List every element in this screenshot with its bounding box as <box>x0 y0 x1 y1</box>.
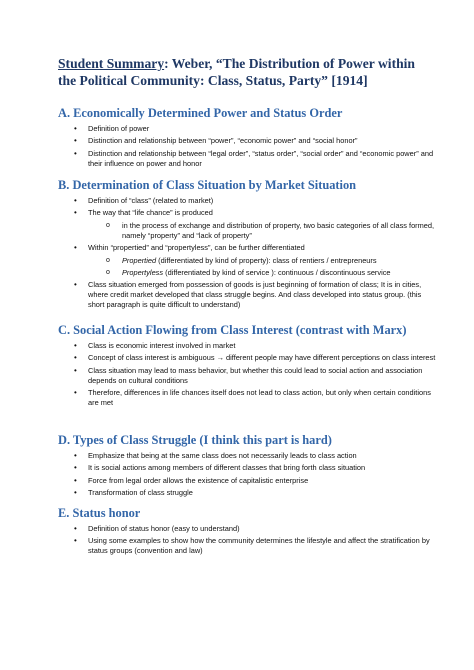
section-d <box>58 432 438 501</box>
section-list <box>58 524 438 556</box>
section-list <box>58 341 438 408</box>
document-title <box>58 55 430 89</box>
section-heading: C. Social Action Flowing from Class Interest (contrast with Marx) <box>58 323 407 337</box>
list-item: • Concept of class interest is ambiguous → different people may have different perceptions on class interest <box>58 353 438 363</box>
list-item: • Class is economic interest involved in market <box>58 341 438 351</box>
list-item: • The way that “life chance” is produced <box>58 208 438 218</box>
list-item: • Transformation of class struggle <box>58 488 438 498</box>
section-a <box>58 105 438 171</box>
section-e <box>58 505 438 559</box>
list-item: • Emphasize that being at the same class does not necessarily leads to class action <box>58 451 438 461</box>
section-list <box>58 124 438 169</box>
list-item: • Therefore, differences in life chances itself does not lead to class action, but only when certain conditions are met <box>58 388 438 408</box>
title-rest: : Weber, “The Distribution of Power within the Political Community: Class, Status, Party” [1914] <box>58 56 415 88</box>
list-item: • Using some examples to show how the community determines the lifestyle and affect the stratification by status groups (convention and law) <box>58 536 438 556</box>
sub-list-item <box>58 256 438 266</box>
section-b <box>58 177 438 313</box>
list-item: • Definition of “class” (related to market) <box>58 196 438 206</box>
list-item: • Class situation may lead to mass behavior, but whether this could lead to social action and association depends on cultural conditions <box>58 366 438 386</box>
section-heading: A. Economically Determined Power and Status Order <box>58 106 343 120</box>
list-item: • Within “propertied” and “propertyless”, can be further differentiated <box>58 243 438 253</box>
sub-list-item <box>58 268 438 278</box>
section-heading: D. Types of Class Struggle (I think this part is hard) <box>58 433 332 447</box>
sub-item-emphasis: Propertied <box>122 255 157 265</box>
section-heading: E. Status honor <box>58 506 141 520</box>
sub-item-text: (differentiated by kind of service ): continuous / discontinuous service <box>163 267 391 277</box>
section-list <box>58 196 438 310</box>
list-item: • Distinction and relationship between “legal order”, “status order”, “social order” and “economic power” and their influence on power and honor <box>58 149 438 169</box>
section-list <box>58 451 438 498</box>
sub-item-text: (differentiated by kind of property): class of rentiers / entrepreneurs <box>156 255 377 265</box>
section-heading: B. Determination of Class Situation by Market Situation <box>58 178 357 192</box>
sub-item-emphasis: Propertyless <box>122 267 164 277</box>
list-item: • Class situation emerged from possession of goods is just beginning of formation of class; It is in cities, where credit market developed that class struggle begins. And class developed into status group. (this short paragraph is quite difficult to understand) <box>58 280 438 310</box>
list-item: • It is social actions among members of different classes that bring forth class situation <box>58 463 438 473</box>
section-c <box>58 322 438 411</box>
sub-list-item: o in the process of exchange and distribution of property, two basic categories of all class formed, namely “property” and “lack of property” <box>58 221 438 241</box>
list-item: • Force from legal order allows the existence of capitalistic enterprise <box>58 476 438 486</box>
title-lead: Student Summary <box>58 56 165 71</box>
list-item: • Definition of power <box>58 124 438 134</box>
list-item: • Definition of status honor (easy to understand) <box>58 524 438 534</box>
list-item: • Distinction and relationship between “power”, “economic power” and “social honor” <box>58 136 438 146</box>
